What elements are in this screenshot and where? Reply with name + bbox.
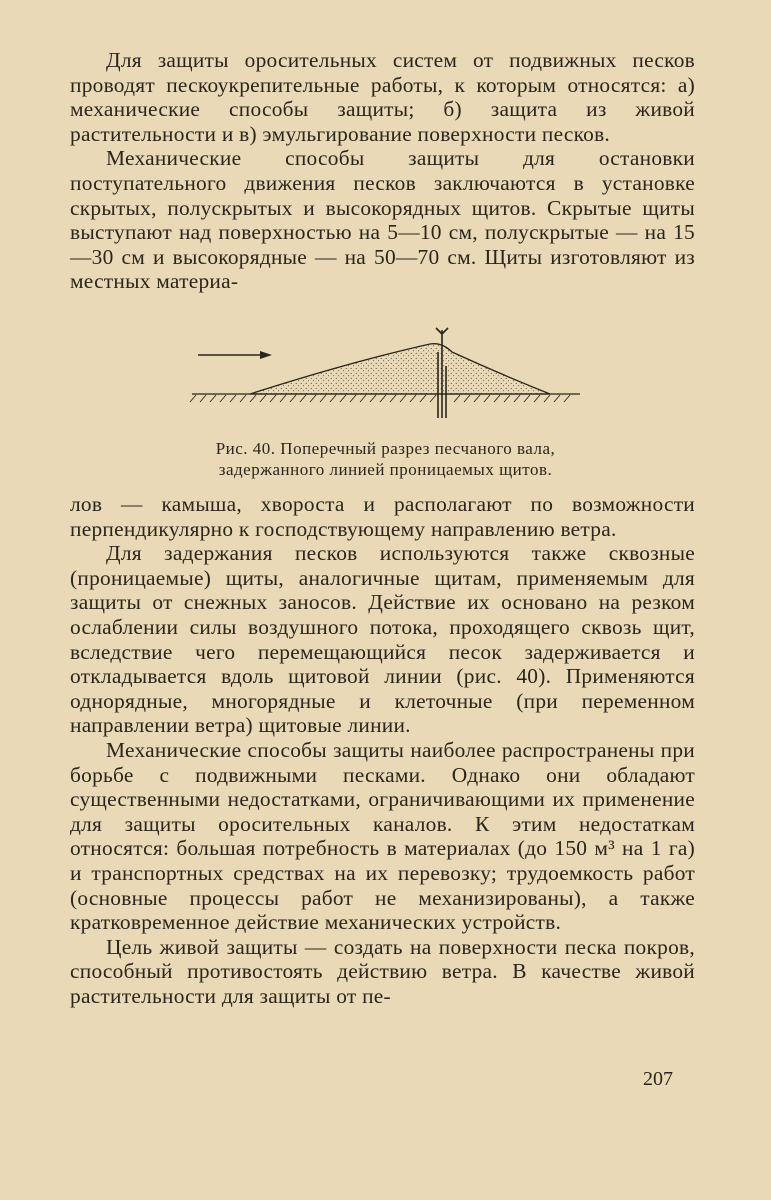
permeable-shield-icon xyxy=(436,328,448,418)
paragraph-2-start: Механические способы защиты для остановки поступательного движения песков заключаются в установке скрытых, полускрытых и высокорядных щитов. Скрытые щиты выступают над поверхностью на 5—10 см, полускрытые — на 15—30 см и высокорядные — на 50—70 см. Щиты изготовляют из местных материа- xyxy=(70,146,695,294)
text-block-top xyxy=(70,48,695,294)
paragraph-1: Для защиты оросительных систем от подвижных песков проводят пескоукрепительные работы, к которым относятся: а) механические способы защиты; б) защита из живой растительности и в) эмульгирование поверхности песков. xyxy=(70,48,695,146)
text-block-bottom xyxy=(70,492,695,1008)
figure-sand-ridge-diagram xyxy=(180,322,600,422)
page-number: 207 xyxy=(643,1068,673,1090)
caption-line-1: Рис. 40. Поперечный разрез песчаного вала, xyxy=(215,439,556,458)
sand-ridge xyxy=(250,344,550,394)
caption-line-2: задержанного линией проницаемых щитов. xyxy=(218,460,553,479)
paragraph-2-end: лов — камыша, хвороста и располагают по возможности перпендикулярно к господствующему направлению ветра. xyxy=(70,492,695,541)
ground-hatching xyxy=(190,395,570,402)
paragraph-3: Для задержания песков используются также сквозные (проницаемые) щиты, аналогичные щитам, применяемым для защиты от снежных заносов. Действие их основано на резком ослаблении силы воздушного потока, проходящего сквозь щит, вследствие чего перемещающийся песок задерживается и откладывается вдоль щитовой линии (рис. 40). Применяются однорядные, многорядные и клеточные (при переменном направлении ветра) щитовые линии. xyxy=(70,541,695,738)
figure-caption xyxy=(100,438,671,480)
paragraph-5: Цель живой защиты — создать на поверхности песка покров, способный противостоять действию ветра. В качестве живой растительности для защиты от пе- xyxy=(70,934,695,1008)
paragraph-4: Механические способы защиты наиболее распространены при борьбе с подвижными песками. Однако они обладают существенными недостатками, ограничивающими их применение для защиты оросительных каналов. К этим недостаткам относятся: большая потребность в материалах (до 150 м³ на 1 га) и транспортных средствах на их перевозку; трудоемкость работ (основные процессы работ не механизированы), а также кратковременное действие механических устройств. xyxy=(70,737,695,935)
wind-arrow-icon xyxy=(198,351,272,359)
